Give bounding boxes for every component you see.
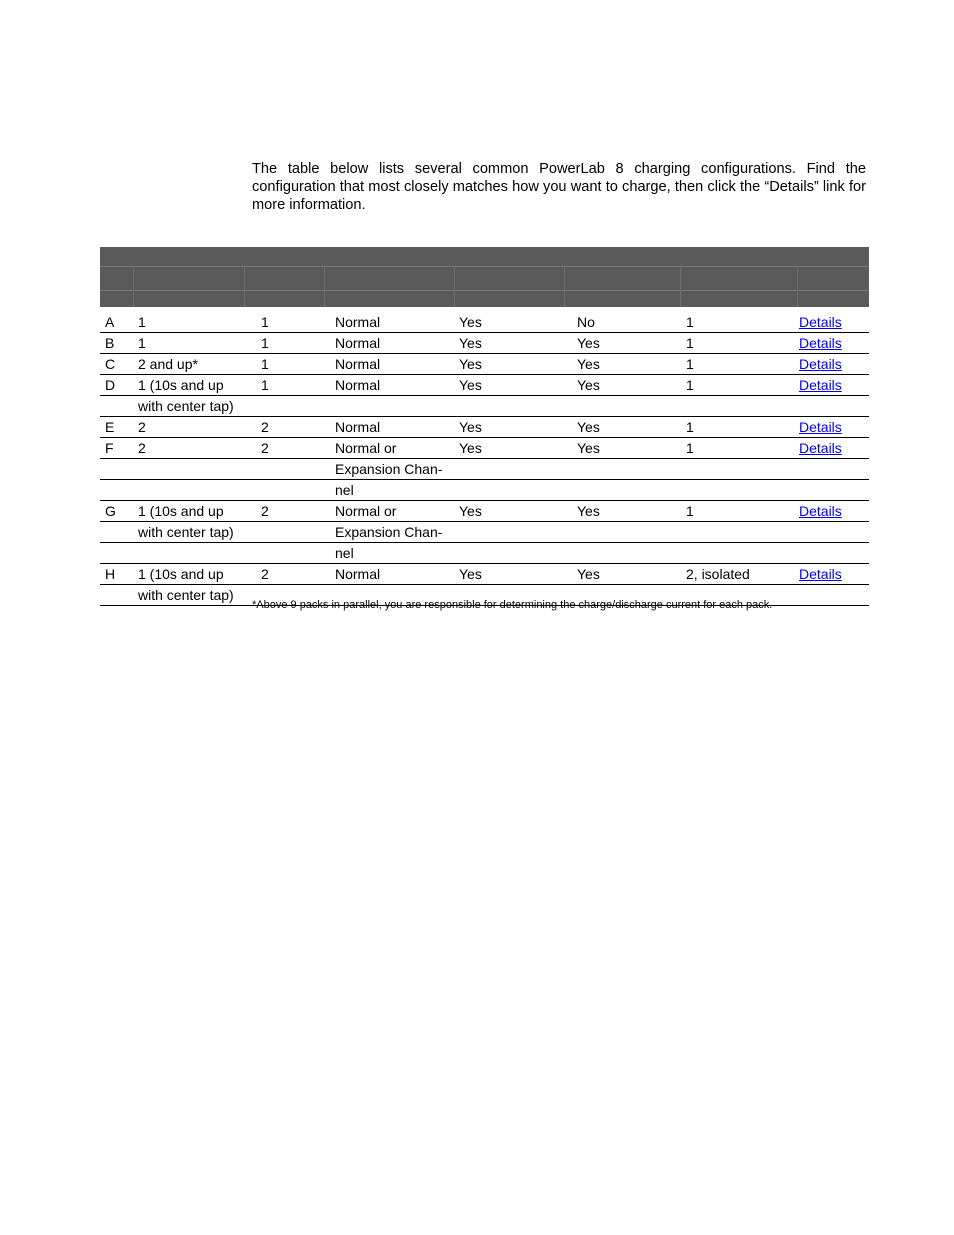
table-row: [100, 501, 869, 522]
details-link[interactable]: Details: [799, 314, 842, 330]
cell-col5: Yes: [459, 440, 482, 456]
cell-col7: 1: [686, 419, 694, 435]
table-row: [100, 417, 869, 438]
table-row: [100, 333, 869, 354]
table-row: [100, 564, 869, 585]
channels-cell: 1: [261, 335, 269, 351]
packs-cell: 1 (10s and up: [138, 503, 224, 519]
table-body: [100, 307, 869, 606]
cell-col5: Yes: [459, 314, 482, 330]
packs-cell: 1: [138, 314, 146, 330]
details-link[interactable]: Details: [799, 377, 842, 393]
config-id-cell: D: [105, 377, 116, 393]
mode-cell: Normal: [335, 314, 381, 330]
details-link[interactable]: Details: [799, 440, 842, 456]
cell-col5: Yes: [459, 566, 482, 582]
table-row: [100, 354, 869, 375]
cell-col6: No: [577, 314, 595, 330]
config-id-cell: C: [105, 356, 116, 372]
cell-col5: Yes: [459, 503, 482, 519]
cell-col6: Yes: [577, 440, 600, 456]
channels-cell: 1: [261, 356, 269, 372]
cell-col7: 1: [686, 377, 694, 393]
mode-cell: nel: [335, 545, 354, 561]
packs-cell: with center tap): [138, 398, 234, 414]
table-row-continuation: [100, 522, 869, 543]
config-id-cell: F: [105, 440, 114, 456]
cell-col6: Yes: [577, 419, 600, 435]
table-row: [100, 312, 869, 333]
channels-cell: 2: [261, 566, 269, 582]
mode-cell: Normal or: [335, 440, 397, 456]
config-id-cell: B: [105, 335, 115, 351]
cell-col6: Yes: [577, 335, 600, 351]
packs-cell: with center tap): [138, 587, 234, 603]
packs-cell: with center tap): [138, 524, 234, 540]
cell-col7: 1: [686, 314, 694, 330]
packs-cell: 1: [138, 335, 146, 351]
cell-col7: 1: [686, 335, 694, 351]
table-row-continuation: [100, 396, 869, 417]
config-id-cell: G: [105, 503, 116, 519]
config-id-cell: A: [105, 314, 115, 330]
configurations-table: [100, 247, 869, 606]
mode-cell: Normal: [335, 566, 381, 582]
channels-cell: 1: [261, 314, 269, 330]
details-link[interactable]: Details: [799, 356, 842, 372]
channels-cell: 2: [261, 503, 269, 519]
cell-col7: 1: [686, 503, 694, 519]
cell-col5: Yes: [459, 419, 482, 435]
details-link[interactable]: Details: [799, 566, 842, 582]
packs-cell: 1 (10s and up: [138, 566, 224, 582]
packs-cell: 2: [138, 440, 146, 456]
cell-col6: Yes: [577, 566, 600, 582]
cell-col7: 1: [686, 356, 694, 372]
mode-cell: Expansion Chan-: [335, 461, 443, 477]
details-link[interactable]: Details: [799, 503, 842, 519]
cell-col6: Yes: [577, 356, 600, 372]
mode-cell: Normal: [335, 335, 381, 351]
channels-cell: 1: [261, 377, 269, 393]
mode-cell: Normal: [335, 419, 381, 435]
cell-col7: 1: [686, 440, 694, 456]
table-row-continuation: [100, 480, 869, 501]
mode-cell: Normal: [335, 356, 381, 372]
cell-col5: Yes: [459, 356, 482, 372]
footnote: *Above 9 packs in parallel, you are responsible for determining the charge/discharge current for each pack.: [252, 599, 773, 611]
channels-cell: 2: [261, 419, 269, 435]
cell-col6: Yes: [577, 377, 600, 393]
packs-cell: 2 and up*: [138, 356, 198, 372]
table-row: [100, 438, 869, 459]
mode-cell: Normal: [335, 377, 381, 393]
intro-paragraph: The table below lists several common PowerLab 8 charging configurations. Find the configuration that most closely matches how you want to charge, then click the “Details” link for more information.: [252, 161, 866, 213]
table-row: [100, 375, 869, 396]
cell-col5: Yes: [459, 377, 482, 393]
mode-cell: Normal or: [335, 503, 397, 519]
details-link[interactable]: Details: [799, 335, 842, 351]
packs-cell: 1 (10s and up: [138, 377, 224, 393]
table-row-continuation: [100, 459, 869, 480]
config-id-cell: E: [105, 419, 115, 435]
cell-col7: 2, isolated: [686, 566, 750, 582]
channels-cell: 2: [261, 440, 269, 456]
table-header: [100, 247, 869, 307]
mode-cell: nel: [335, 482, 354, 498]
cell-col5: Yes: [459, 335, 482, 351]
table-row-continuation: [100, 543, 869, 564]
mode-cell: Expansion Chan-: [335, 524, 443, 540]
cell-col6: Yes: [577, 503, 600, 519]
packs-cell: 2: [138, 419, 146, 435]
details-link[interactable]: Details: [799, 419, 842, 435]
config-id-cell: H: [105, 566, 116, 582]
